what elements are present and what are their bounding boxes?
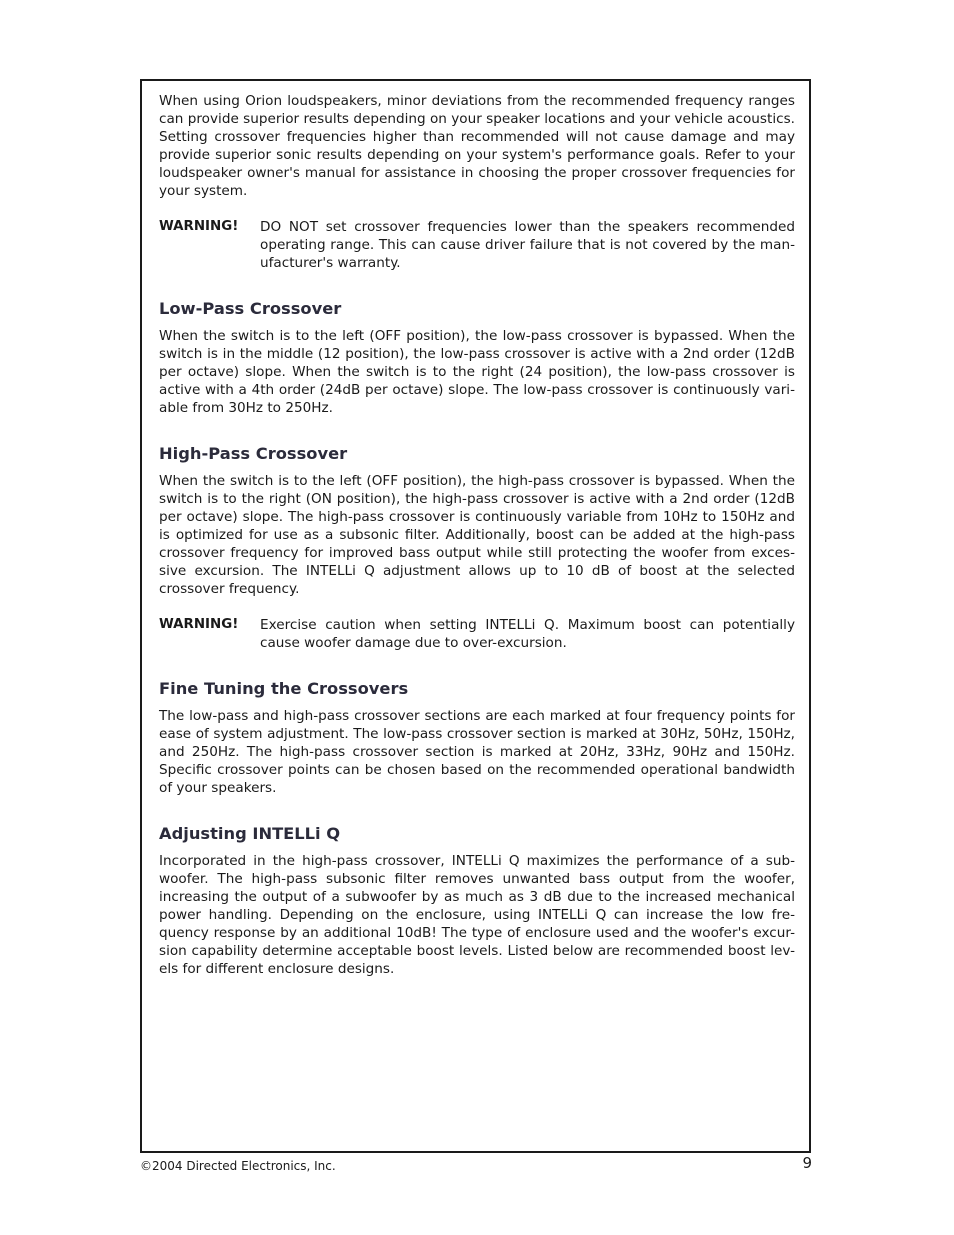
low-pass-heading: Low-Pass Crossover xyxy=(159,299,342,318)
fine-tuning-paragraph: The low-pass and high-pass crossover sections are each marked at four frequency points for ease of system adjustment. The low-pass crossover section is marked at 30Hz, 50Hz, 150Hz, and 250Hz. The high-pass crossover section is marked at 20Hz, 33Hz, 90Hz and 150Hz. Specific crossover points can be chosen based on the recommended operational bandwidth of your speakers. xyxy=(159,708,795,796)
warning-label: WARNING! xyxy=(159,617,239,632)
page-number: 9 xyxy=(802,1154,812,1172)
fine-tuning-heading: Fine Tuning the Crossovers xyxy=(159,679,409,698)
intro-paragraph: When using Orion loudspeakers, minor deviations from the recommended frequency ranges can provide superior results depending on your speaker locations and your vehicle acoustics. Setting crossover frequencies higher than recommended will not cause damage and may provide superior sonic results depending on your system's performance goals. Refer to your loudspeaker owner's manual for assistance in choosing the proper crossover frequencies for your system. xyxy=(159,93,795,199)
intro-section xyxy=(159,92,795,272)
warning-crossover-range xyxy=(159,218,795,272)
intelli-q-paragraph: Incorporated in the high-pass crossover, INTELLi Q maximizes the performance of a sub-woofer. The high-pass subsonic filter removes unwanted bass output from the woofer, increasing the output of a subwoofer by as much as 3 dB due to the increased mechanical power handling. Depending on the enclosure, using INTELLi Q can increase the low fre-quency response by an additional 10dB! The type of enclosure used and the woofer's excur-sion capability determine acceptable boost levels. Listed below are recommended boost lev-els for different enclosure designs. xyxy=(159,853,795,977)
footer-copyright: ©2004 Directed Electronics, Inc. xyxy=(140,1159,336,1173)
intelli-q-heading: Adjusting INTELLi Q xyxy=(159,824,341,843)
warning-text: Exercise caution when setting INTELLi Q. Maximum boost can potentially cause woofer damage due to over-excursion. xyxy=(260,617,795,651)
document-body xyxy=(159,92,795,978)
high-pass-paragraph: When the switch is to the left (OFF position), the high-pass crossover is bypassed. When the switch is to the right (ON position), the high-pass crossover is active with a 2nd order (12dB per octave) slope. The high-pass crossover is continuously variable from 10Hz to 150Hz and is optimized for use as a subsonic filter. Additionally, boost can be added at the high-pass crossover frequency for improved bass output while still protecting the woofer from exces-sive excursion. The INTELLi Q adjustment allows up to 10 dB of boost at the selected crossover frequency. xyxy=(159,473,795,597)
warning-label: WARNING! xyxy=(159,219,239,234)
low-pass-paragraph: When the switch is to the left (OFF position), the low-pass crossover is bypassed. When the switch is in the middle (12 position), the low-pass crossover is active with a 2nd order (12dB per octave) slope. When the switch is to the right (24 position), the low-pass crossover is active with a 4th order (24dB per octave) slope. The low-pass crossover is continuously vari-able from 30Hz to 250Hz. xyxy=(159,328,795,416)
warning-text: DO NOT set crossover frequencies lower than the speakers recommended operating range. This can cause driver failure that is not covered by the man-ufacturer's warranty. xyxy=(260,219,795,271)
intelli-q-section xyxy=(159,823,795,978)
high-pass-heading: High-Pass Crossover xyxy=(159,444,348,463)
high-pass-section xyxy=(159,443,795,652)
warning-intelli-q xyxy=(159,616,795,652)
fine-tuning-section xyxy=(159,678,795,797)
low-pass-section xyxy=(159,298,795,417)
